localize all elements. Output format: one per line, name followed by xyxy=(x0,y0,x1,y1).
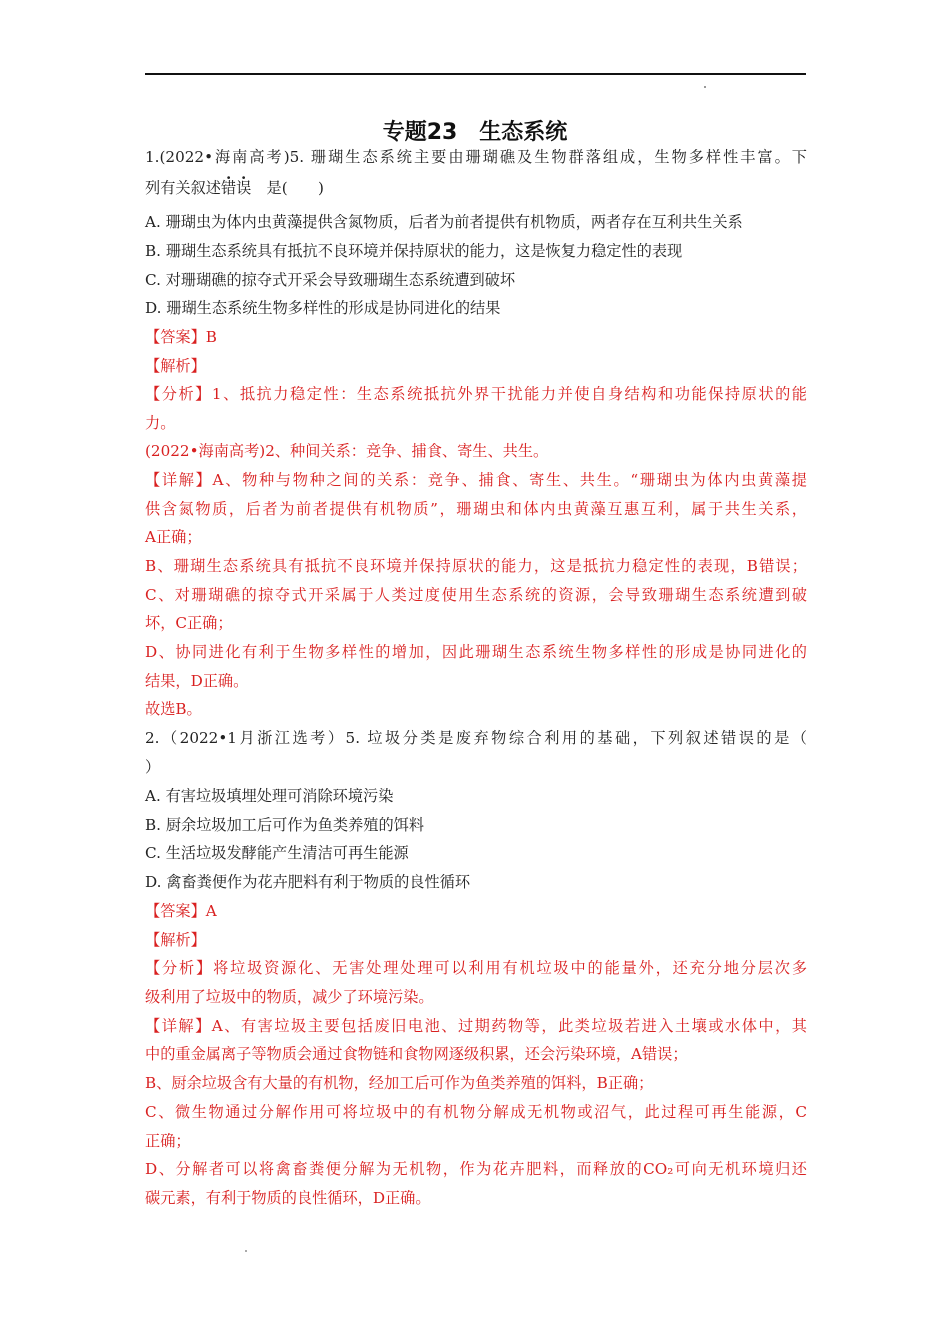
q2-detail-line-7: 碳元素，有利于物质的良性循环，D正确。 xyxy=(145,1189,431,1207)
q1-option-c: C. 对珊瑚礁的掠夺式开采会导致珊瑚生态系统遭到破坏 xyxy=(145,271,516,289)
q1-analysis-line-2: 力。 xyxy=(145,414,176,432)
q2-jiexi-label: 【解析】 xyxy=(145,931,206,949)
q1-option-a: A. 珊瑚虫为体内虫黄藻提供含氮物质，后者为前者提供有机物质，两者存在互利共生关系 xyxy=(145,213,743,231)
q2-analysis-line-1: 【分析】将垃圾资源化、无害处理处理可以利用有机垃圾中的能量外，还充分地分层次多 xyxy=(145,959,807,977)
q1-detail-line-1: 【详解】A、物种与物种之间的关系：竞争、捕食、寄生、共生。“珊瑚虫为体内虫黄藻提 xyxy=(145,471,807,489)
header-rule xyxy=(145,73,806,75)
q2-stem-line-1: 2.（2022•1月浙江选考）5. 垃圾分类是废弃物综合利用的基础，下列叙述错误的是（ xyxy=(145,729,807,747)
q1-detail-line-5: C、对珊瑚礁的掠夺式开采属于人类过度使用生态系统的资源，会导致珊瑚生态系统遭到破 xyxy=(145,586,807,604)
q1-analysis-line-1: 【分析】1、抵抗力稳定性：生态系统抵抗外界干扰能力并使自身结构和功能保持原状的能 xyxy=(145,385,807,403)
page-title: 专题23 生态系统 xyxy=(382,120,568,145)
q1-detail-line-4: B、珊瑚生态系统具有抵抗不良环境并保持原状的能力，这是抵抗力稳定性的表现，B错误； xyxy=(145,557,807,575)
q1-analysis-line-3: (2022•海南高考)2、种间关系：竞争、捕食、寄生、共生。 xyxy=(145,442,549,460)
q2-stem-line-2: ） xyxy=(145,758,161,776)
q2-detail-line-2: 中的重金属离子等物质会通过食物链和食物网逐级积累，还会污染环境，A错误； xyxy=(145,1045,688,1063)
q2-detail-line-3: B、厨余垃圾含有大量的有机物，经加工后可作为鱼类养殖的饵料，B正确； xyxy=(145,1074,654,1092)
q1-stem-line-2 xyxy=(145,178,807,198)
q2-detail-line-4: C、微生物通过分解作用可将垃圾中的有机物分解成无机物或沼气，此过程可再生能源，C xyxy=(145,1103,807,1121)
q1-option-d: D. 珊瑚生态系统生物多样性的形成是协同进化的结果 xyxy=(145,299,501,317)
q2-option-d: D. 禽畜粪便作为花卉肥料有利于物质的良性循环 xyxy=(145,873,471,891)
q2-detail-line-1: 【详解】A、有害垃圾主要包括废旧电池、过期药物等，此类垃圾若进入土壤或水体中，其 xyxy=(145,1017,807,1035)
q2-detail-line-5: 正确； xyxy=(145,1132,191,1150)
footer-dot xyxy=(245,1250,247,1252)
q1-detail-line-8: 结果，D正确。 xyxy=(145,672,249,690)
q2-option-c: C. 生活垃圾发酵能产生清洁可再生能源 xyxy=(145,844,409,862)
q2-answer: 【答案】A xyxy=(145,902,217,920)
q2-option-a: A. 有害垃圾填埋处理可消除环境污染 xyxy=(145,787,394,805)
q1-detail-line-3: A正确； xyxy=(145,528,202,546)
q1-option-b: B. 珊瑚生态系统具有抵抗不良环境并保持原状的能力，这是恢复力稳定性的表现 xyxy=(145,242,683,260)
q1-detail-line-2: 供含氮物质，后者为前者提供有机物质”，珊瑚虫和体内虫黄藻互惠互利，属于共生关系， xyxy=(145,500,807,518)
q2-option-b: B. 厨余垃圾加工后可作为鱼类养殖的饵料 xyxy=(145,816,425,834)
q1-stem-line-1: 1.(2022•海南高考)5. 珊瑚生态系统主要由珊瑚礁及生物群落组成，生物多样性丰富。下 xyxy=(145,148,807,166)
header-dot xyxy=(704,86,706,88)
q1-jiexi-label: 【解析】 xyxy=(145,357,206,375)
q1-conclusion: 故选B。 xyxy=(145,700,202,718)
q1-stem-post: 是( ) xyxy=(251,179,324,197)
q1-detail-line-7: D、协同进化有利于生物多样性的增加，因此珊瑚生态系统生物多样性的形成是协同进化的 xyxy=(145,643,807,661)
q1-stem-emphasis: 错误 xyxy=(220,179,252,197)
q1-detail-line-6: 坏，C正确； xyxy=(145,614,233,632)
q2-detail-line-6: D、分解者可以将禽畜粪便分解为无机物，作为花卉肥料，而释放的CO₂可向无机环境归还 xyxy=(145,1160,807,1178)
q1-stem-pre: 列有关叙述 xyxy=(145,179,221,197)
q1-answer: 【答案】B xyxy=(145,328,217,346)
q2-analysis-line-2: 级利用了垃圾中的物质，减少了环境污染。 xyxy=(145,988,434,1006)
